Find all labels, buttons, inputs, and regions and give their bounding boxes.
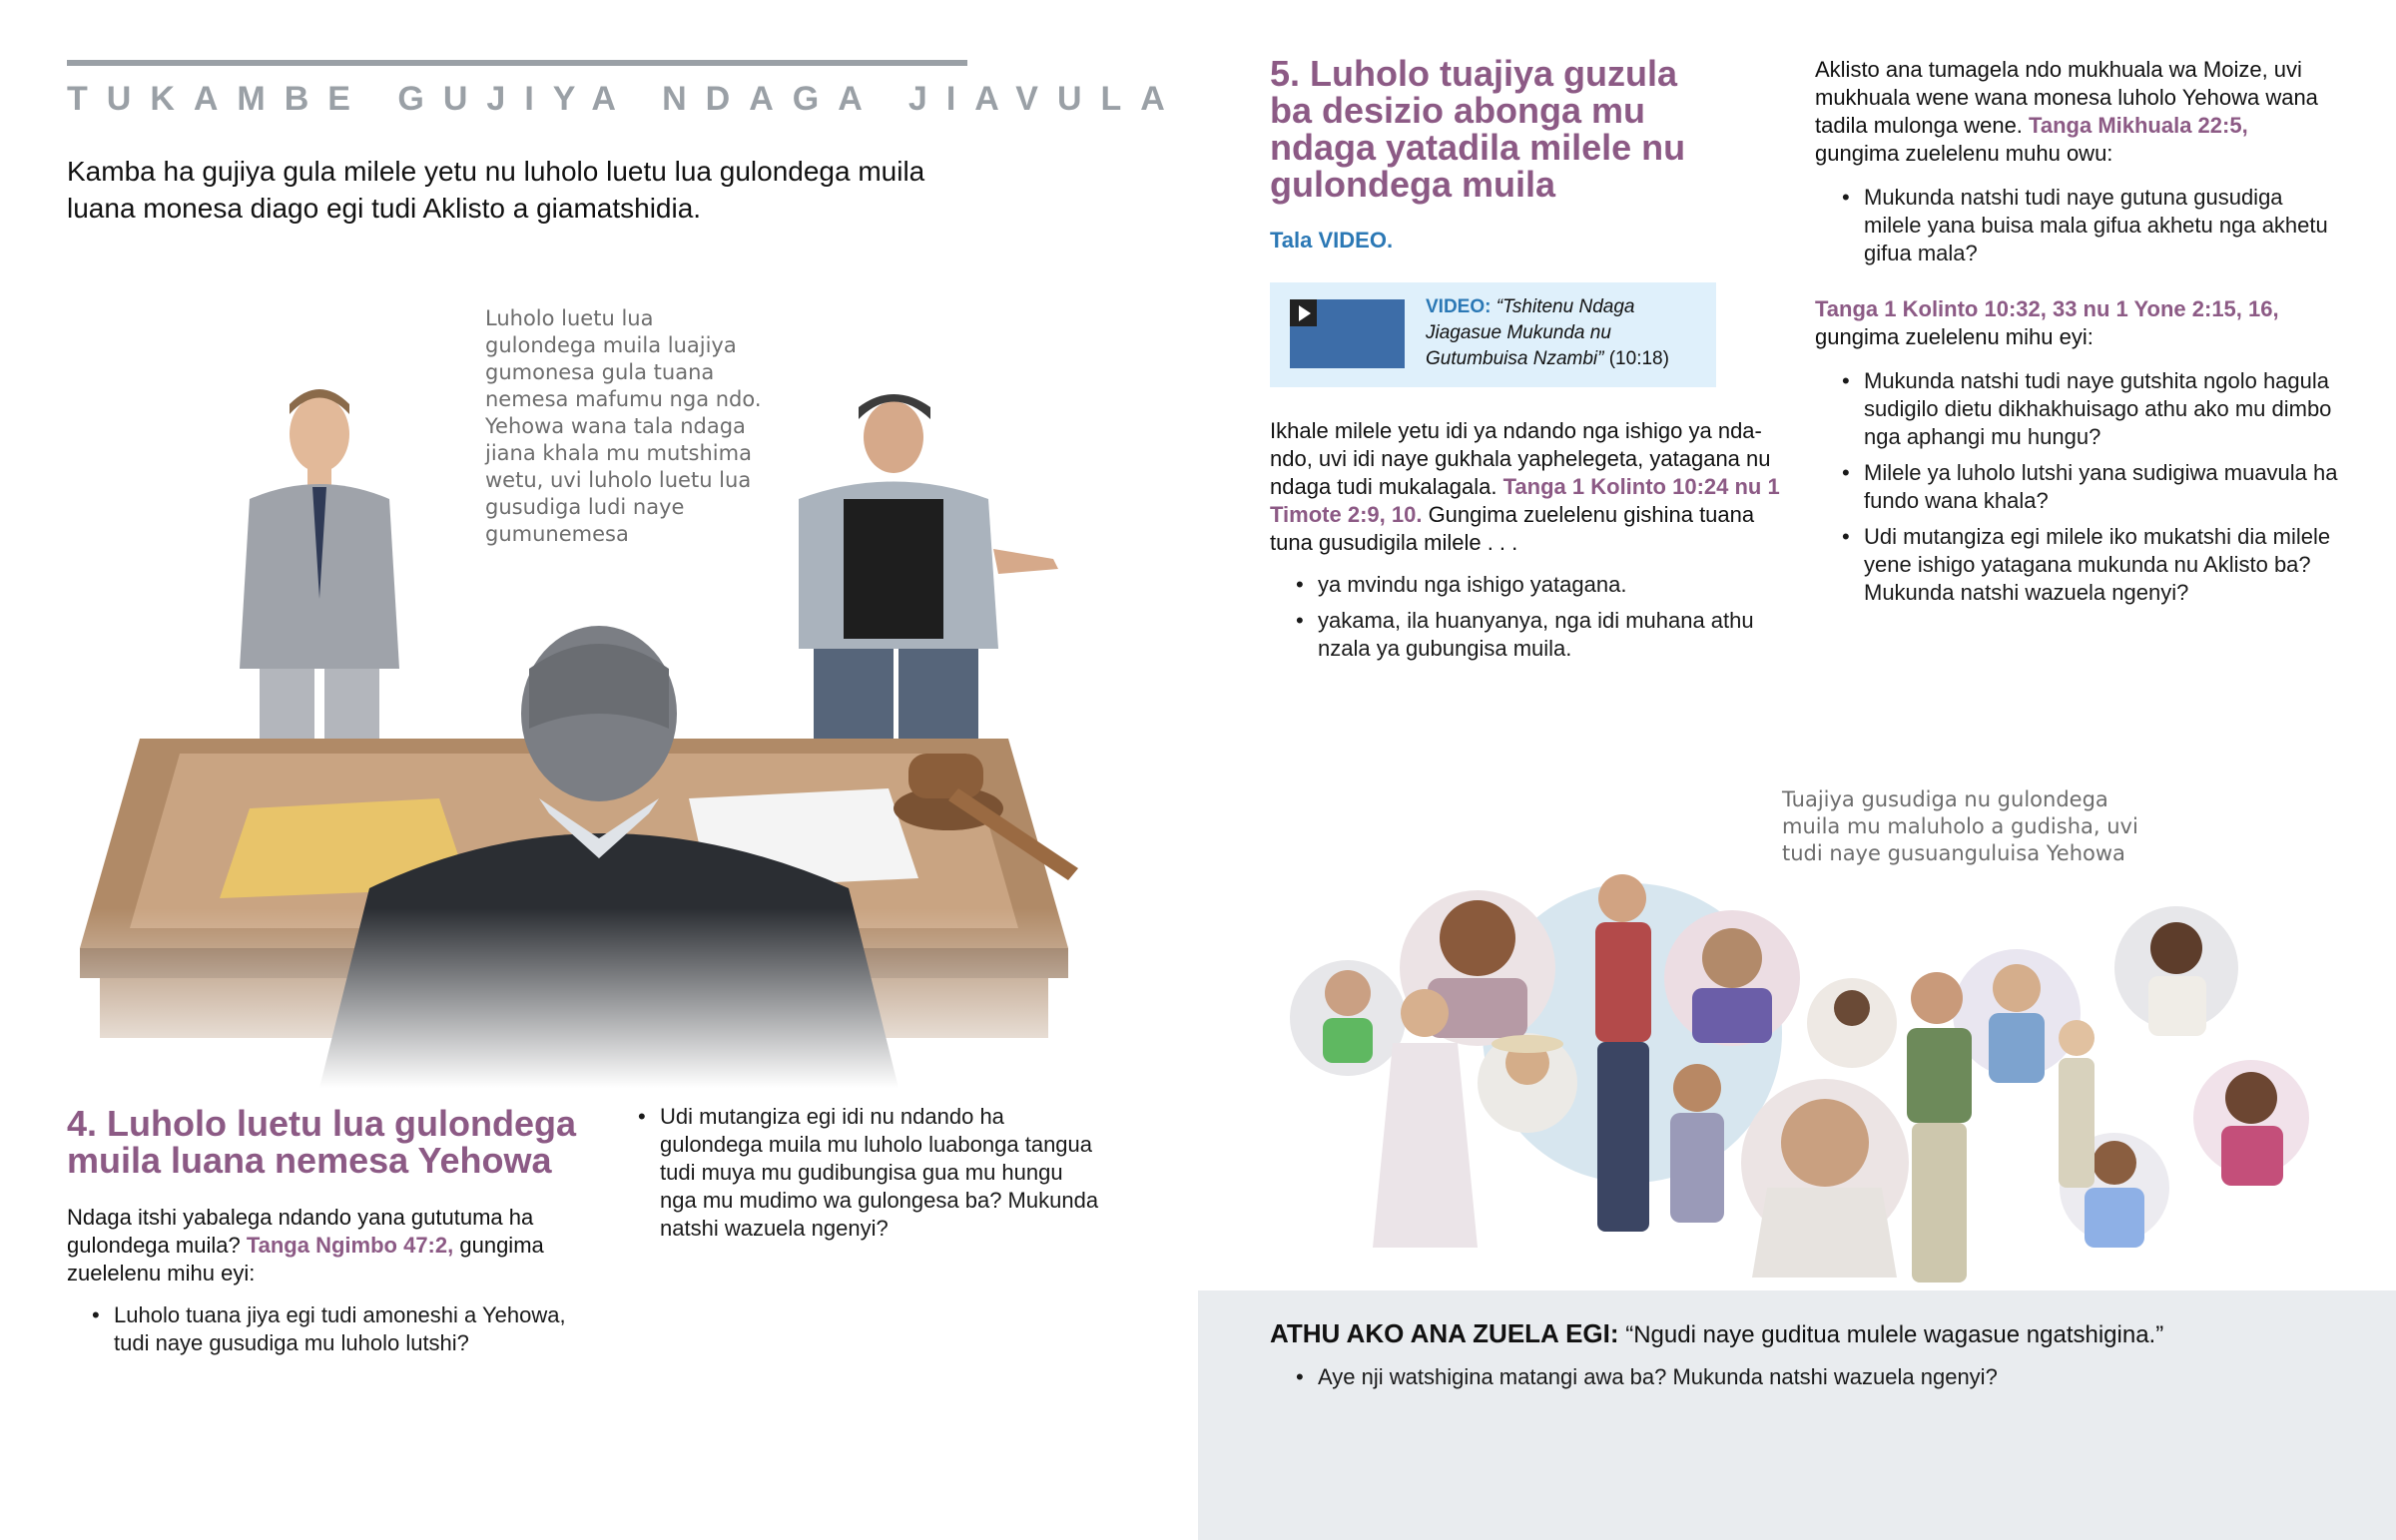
video-card[interactable] — [1270, 282, 1716, 387]
section-4-questions-left — [90, 1301, 569, 1365]
list-item: • Mukunda natshi tudi naye gutshita ngolo hagula sudigilo dietu dikhakhuisago athu ako mu dimbo nga aphangi mu hungu? — [1840, 367, 2339, 451]
header-rule — [67, 60, 967, 66]
section-5-paragraph-2: Aklisto ana tumagela ndo mukhuala wa Moize, uvi mukhuala wene wana monesa luholo Yehowa wana tadila mulonga wene. Tanga Mikhuala 22:5, gungima zuelelenu muhu owu: — [1815, 57, 2318, 166]
section-4-questions-right — [636, 1103, 1105, 1251]
section-4-heading: 4. Luholo luetu lua gulondega muila luana nemesa Yehowa — [67, 1103, 576, 1181]
question-item: • Aye nji watshigina matangi awa ba? Mukunda natshi wazuela ngenyi? — [1294, 1363, 2342, 1391]
video-thumbnail[interactable] — [1290, 299, 1405, 368]
section-4-paragraph: Ndaga itshi yabalega ndando yana gututuma ha gulondega muila? Tanga Ngimbo 47:2, gungima zuelelenu mihu eyi: — [67, 1205, 544, 1285]
question-item: • Udi mutangiza egi idi nu ndando ha gulondega muila mu luholo luabonga tangua tudi muya mu gudibungisa gua mu hungu nga mu mudimo wa gulongesa ba? Mukunda natshi wazuela ngenyi? — [636, 1103, 1105, 1243]
list-item: • yakama, ila huanyanya, nga idi muhana athu nzala ya gubungisa muila. — [1294, 607, 1793, 663]
video-title: “Tshitenu Ndaga Jiagasue Mukunda nu Gutumbuisa Nzambi” — [1426, 296, 1635, 369]
section-kicker: TUKAMBE GUJIYA NDAGA JIAVULA — [67, 80, 1184, 118]
quote-questions — [1294, 1363, 2342, 1399]
court-illustration-caption: Luholo luetu lua gulondega muila luajiya gumonesa gula tuana nemesa mafumu nga ndo. Yehowa wana tala ndaga jiana khala mu mutshima wetu, uvi luholo luetu lua gusudiga ludi naye gumunemesa — [485, 306, 762, 546]
play-icon[interactable] — [1290, 299, 1317, 326]
scripture-link-corinthians-john[interactable]: Tanga 1 Kolinto 10:32, 33 nu 1 Yone 2:15, 16, — [1815, 296, 2279, 321]
question-item: • Luholo tuana jiya egi tudi amoneshi a Yehowa, tudi naye gusudiga mu luholo lutshi? — [90, 1301, 569, 1357]
people-illustration — [1278, 858, 2316, 1289]
section-5-list-3 — [1840, 367, 2339, 615]
scripture-link-deuteronomy[interactable]: Tanga Mikhuala 22:5, — [2029, 113, 2248, 138]
quote-label: ATHU AKO ANA ZUELA EGI: — [1270, 1318, 1619, 1348]
list-item: • ya mvindu nga ishigo yatagana. — [1294, 571, 1793, 599]
video-duration: (10:18) — [1608, 348, 1669, 369]
list-item: • Udi mutangiza egi milele iko mukatshi dia milele yene ishigo yatagana mukunda nu Aklisto ba? Mukunda natshi wazuela ngenyi? — [1840, 523, 2339, 607]
section-5-list-1 — [1294, 571, 1793, 671]
scripture-link-corinthians-timothy[interactable]: Tanga 1 Kolinto 10:24 nu 1 Timote 2:9, 10. — [1270, 474, 1780, 527]
watch-video-link[interactable]: Tala VIDEO. — [1270, 228, 1394, 253]
quote-line — [1270, 1317, 2348, 1351]
section-5-paragraph-1: Ikhale milele yetu idi ya ndando nga ishigo ya ndando, uvi idi naye gukhala yaphelegeta, yatagana nu ndaga tudi mukalagala. Tanga 1 Kolinto 10:24 nu 1 Timote 2:9, 10. Gungima zuelelenu gishina tuana tuna gusudigila milele . . . — [1270, 418, 1780, 555]
list-item: • Milele ya luholo lutshi yana sudigiwa muavula ha fundo wana khala? — [1840, 459, 2339, 515]
people-illustration-caption: Tuajiya gusudiga nu gulondega muila mu maluholo a gudisha, uvi tudi naye gusuanguluisa Yehowa — [1782, 787, 2138, 865]
video-description: VIDEO: “Tshitenu Ndaga Jiagasue Mukunda nu Gutumbuisa Nzambi” (10:18) — [1426, 296, 1669, 369]
section-5-heading: 5. Luholo tuajiya guzula ba desizio abonga mu ndaga yatadila milele nu gulondega muila — [1270, 53, 1686, 205]
scripture-link-psalm[interactable]: Tanga Ngimbo 47:2, — [246, 1233, 454, 1258]
quote-text: “Ngudi naye guditua mulele wagasue ngatshigina.” — [1625, 1321, 2164, 1348]
intro-text: Kamba ha gujiya gula milele yetu nu luholo luetu lua gulondega muila luana monesa diago egi tudi Aklisto a giamatshidia. — [67, 156, 925, 224]
list-item: • Mukunda natshi tudi naye gutuna gusudiga milele yana buisa mala gifua akhetu nga akhetu gifua mala? — [1840, 184, 2339, 267]
section-5-list-2 — [1840, 184, 2339, 275]
section-5-paragraph-3: Tanga 1 Kolinto 10:32, 33 nu 1 Yone 2:15, 16, gungima zuelelenu mihu eyi: — [1815, 296, 2279, 349]
